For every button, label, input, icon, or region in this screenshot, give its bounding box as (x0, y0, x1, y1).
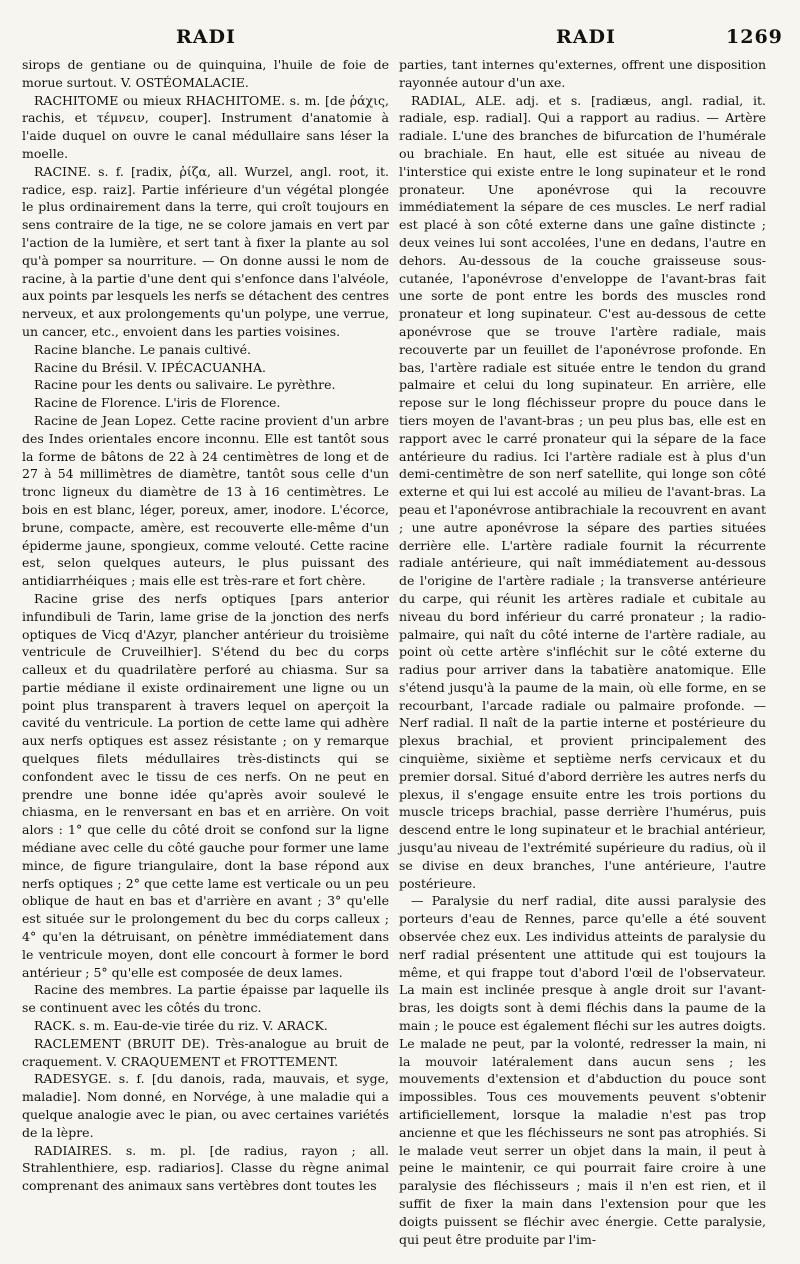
subentry-racine-grise: Racine grise des nerfs optiques [pars anterior infundibuli de Tarin, lame grise de la jonction des nerfs optiques de Vicq d'Azyr, plancher antérieur du troisième ventricule de Cruveilhier]. S'étend du bec du corps calleux et du quadrilatère perforé au chiasma. Sur sa partie médiane il existe ordinairement une ligne ou un point plus transparent à travers lequel on aperçoit la cavité du ventricule. La portion de cette lame qui adhère aux nerfs optiques est assez résistante ; on y remarque quelques filets médullaires très-distincts qui se confondent avec le tissu de ces nerfs. On ne peut en prendre une bonne idée qu'après avoir soulevé le chiasma, en le renversant en bas et en arrière. On voit alors : 1° que celle du côté droit se confond sur la ligne médiane avec celle du côté gauche pour former une lame mince, de figure triangulaire, dont la base répond aux nerfs optiques ; 2° que cette lame est verticale ou un peu oblique de haut en bas et d'arrière en avant ; 3° qu'elle est située sur le prolongement du bec du corps calleux ; 4° qu'en la détruisant, on pénètre immédiatement dans le ventricule moyen, dont elle concourt à former le bord antérieur ; 5° qu'elle est composée de deux lames. (22, 590, 389, 980)
entry-continuation: sirops de gentiane ou de quinquina, l'huile de foie de morue surtout. V. OSTÉOMALACIE. (22, 57, 389, 90)
subentry-racine-membres: Racine des membres. La partie épaisse par laquelle ils se continuent avec les côtés du tronc. (22, 982, 389, 1016)
entry-continuation: parties, tant internes qu'externes, offrent une disposition rayonnée autour d'un axe. (399, 57, 766, 90)
entry-raclement: RACLEMENT (BRUIT DE). Très-analogue au bruit de craquement. V. CRAQUEMENT et FROTTEMENT. (22, 1035, 389, 1069)
right-column (399, 56, 766, 1248)
entry-radial: RADIAL, ALE. adj. et s. [radiæus, angl. radial, it. radiale, esp. radial]. Qui a rapport au radius. — Artère radiale. L'une des branches de bifurcation de l'humérale ou brachiale. En haut, elle est située au niveau de l'interstice qui existe entre le long supinateur et le rond pronateur. Une aponévrose qui la recouvre immédiatement la sépare de ces muscles. Le nerf radial est placé à son côté externe dans une gaîne distincte ; deux veines lui sont accolées, l'une en dedans, l'autre en dehors. Au-dessous de la couche graisseuse sous-cutanée, l'aponévrose d'enveloppe de l'avant-bras fait une sorte de pont entre les bords des muscles rond pronateur et long supinateur. C'est au-dessous de cette aponévrose que se trouve l'artère radiale, mais recouverte par un feuillet de l'aponévrose profonde. En bas, l'artère radiale est située entre le tendon du grand palmaire et celui du long supinateur. En arrière, elle repose sur le long fléchisseur propre du pouce dans le tiers moyen de l'avant-bras ; un peu plus bas, elle est en rapport avec le carré pronateur qui la sépare de la face antérieure du radius. Ici l'artère radiale est à plus d'un demi-centimètre de son nerf satellite, qui longe son côté externe et qui lui est accolé au milieu de l'avant-bras. La peau et l'aponévrose antibrachiale la recouvrent en avant ; une autre aponévrose la sépare des parties situées derrière elle. L'artère radiale fournit la récurrente radiale antérieure, qui naît immédiatement au-dessous de l'origine de l'artère radiale ; la transverse antérieure du carpe, qui réunit les artères radiale et cubitale au niveau du bord inférieur du carré pronateur ; la radio-palmaire, qui naît du côté interne de l'artère radiale, au point où cette artère s'infléchit sur le côté externe du radius pour arriver dans la tabatière anatomique. Elle s'étend jusqu'à la paume de la main, où elle forme, en se recourbant, l'arcade radiale ou palmaire profonde. — Nerf radial. Il naît de la partie interne et postérieure du plexus brachial, et provient principalement des cinquième, sixième et septième nerfs cervicaux et du premier dorsal. Situé d'abord derrière les autres nerfs du plexus, il s'engage ensuite entre les trois portions du muscle triceps brachial, passe derrière l'humérus, puis descend entre le long supinateur et le brachial antérieur, jusqu'au niveau de l'extrémité supérieure du radius, où il se divise en deux branches, l'une antérieure, l'autre postérieure. (399, 92, 766, 891)
entry-racine: RACINE. s. f. [radix, ῥίζα, all. Wurzel, angl. root, it. radice, esp. raiz]. Partie inférieure d'un végétal plongée le plus ordinairement dans la terre, qui croît toujours en sens contraire de la tige, ne se colore jamais en vert par l'action de la lumière, et sert tant à fixer la plante au sol qu'à pomper sa nourriture. — On donne aussi le nom de racine, à la partie d'une dent qui s'enfonce dans l'alvéole, aux points par lesquels les nerfs se détachent des centres nerveux, et aux prolongements qu'un polype, une verrue, un cancer, etc., envoient dans les parties voisines. (22, 163, 389, 339)
entry-rachitome: RACHITOME ou mieux RHACHITOME. s. m. [de ῥάχις, rachis, et τέμνειν, couper]. Instrument d'anatomie à l'aide duquel on ouvre le canal médullaire sans léser la moelle. (22, 92, 389, 161)
subentry-racine-florence: Racine de Florence. L'iris de Florence. (34, 395, 281, 411)
subentry-racine-dents: Racine pour les dents ou salivaire. Le pyrèthre. (34, 377, 336, 393)
entry-rack: RACK. s. m. Eau-de-vie tirée du riz. V. ARACK. (34, 1018, 328, 1034)
page-number: 1269 (726, 26, 783, 48)
subentry-racine-jean-lopez: Racine de Jean Lopez. Cette racine provient d'un arbre des Indes orientales encore inconnu. Elle est tantôt sous la forme de bâtons de 22 à 24 centimètres de long et de 27 à 54 millimètres de diamètre, tantôt sous celle d'un tronc ligneux du diamètre de 13 à 16 centimètres. Le bois en est blanc, léger, poreux, amer, inodore. L'écorce, brune, compacte, amère, est recouverte elle-même d'un épiderme jaune, spongieux, comme velouté. Cette racine est, selon quelques auteurs, le plus puissant des antidiarrhéiques ; mais elle est très-rare et fort chère. (22, 412, 389, 589)
entry-radesyge: RADESYGE. s. f. [du danois, rada, mauvais, et syge, maladie]. Nom donné, en Norvége, à une maladie qui a quelque analogie avec le pian, ou avec certaines variétés de la lèpre. (22, 1071, 389, 1140)
running-head-right: RADI (556, 26, 616, 48)
subentry-paralysie-nerf-radial: — Paralysie du nerf radial, dite aussi paralysie des porteurs d'eau de Rennes, parce qu'elle a été souvent observée chez eux. Les individus atteints de paralysie du nerf radial présentent une attitude qui est toujours la même, et qui frappe tout d'abord l'œil de l'observateur. La main est inclinée presque à angle droit sur l'avant-bras, les doigts sont à demi fléchis dans la paume de la main ; le pouce est également fléchi sur les autres doigts. Le malade ne peut, par la volonté, redresser la main, ni la mouvoir latéralement dans aucun sens ; les mouvements d'extension et d'abduction du pouce sont impossibles. Tous ces mouvements peuvent s'obtenir artificiellement, lorsque la maladie n'est pas trop ancienne et que les fléchisseurs ne sont pas atrophiés. Si le malade veut serrer un objet dans la main, il peut à peine le maintenir, ce qui pourrait faire croire à une paralysie des fléchisseurs ; mais il n'en est rien, et il suffit de fixer la main dans l'extension pour que les doigts puissent se fléchir avec énergie. Cette paralysie, qui peut être produite par l'im- (399, 893, 766, 1247)
left-column (22, 56, 389, 1195)
entry-radiaires: RADIAIRES. s. m. pl. [de radius, rayon ; all. Strahlenthiere, esp. radiarios]. Classe du règne animal comprenant des animaux sans vertèbres dont toutes les (22, 1142, 389, 1194)
subentry-racine-bresil: Racine du Brésil. V. IPÉCACUANHA. (34, 359, 266, 375)
running-head-left: RADI (176, 26, 236, 48)
subentry-racine-blanche: Racine blanche. Le panais cultivé. (34, 341, 251, 357)
